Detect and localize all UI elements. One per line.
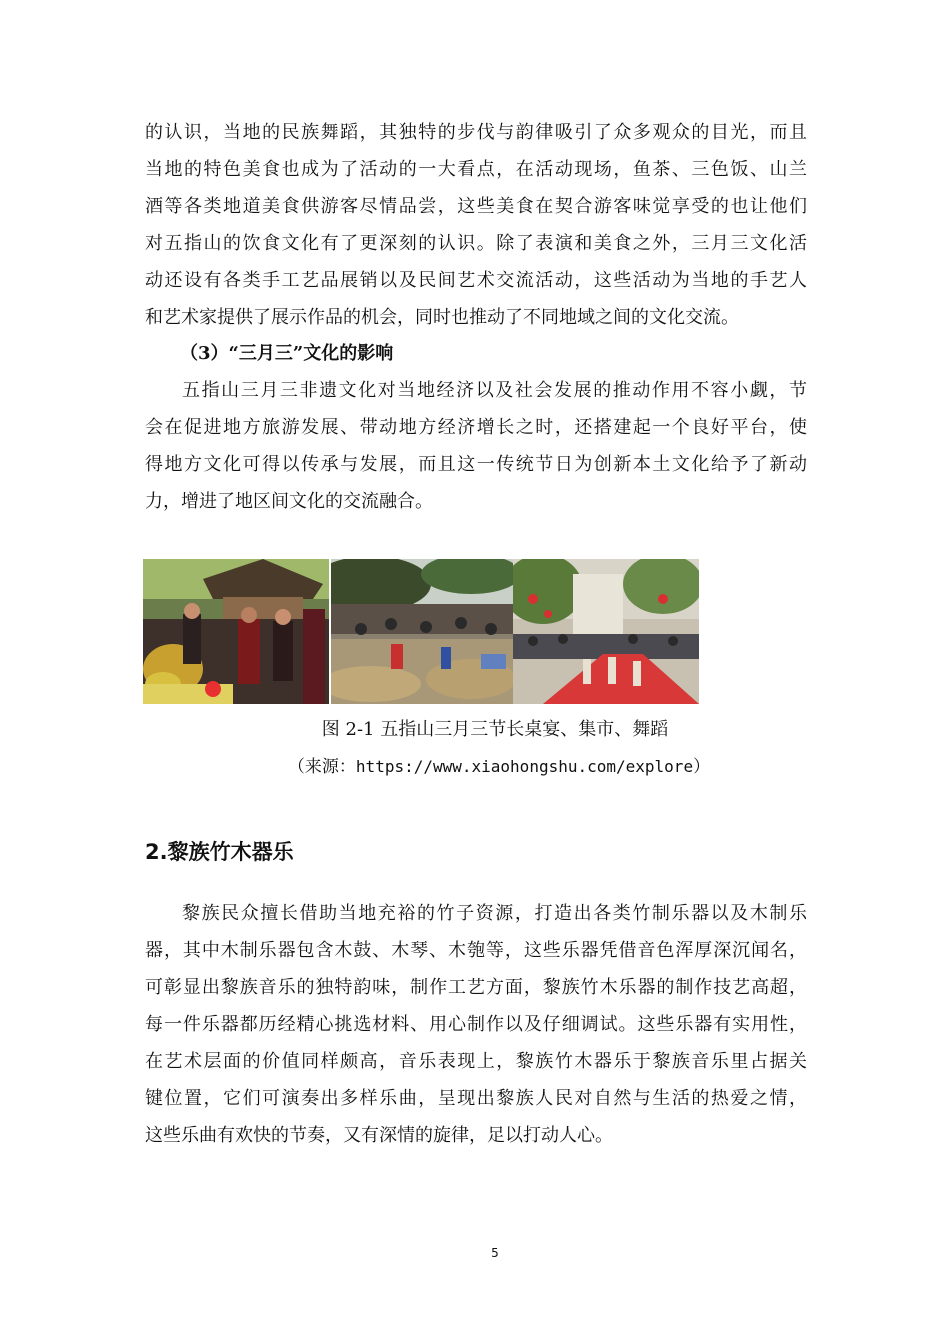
source-prefix: （来源： xyxy=(287,757,356,777)
text-line: 得地方文化可得以传承与发展，而且这一传统节日为创新本土文化给予了新动 xyxy=(145,454,807,475)
text-line: 这些乐曲有欢快的节奏，又有深情的旋律，足以打动人心。 xyxy=(145,1125,613,1146)
figure-caption: 图 2-1 五指山三月三节长桌宴、集市、舞蹈 xyxy=(321,719,669,740)
text-line: 五指山三月三非遗文化对当地经济以及社会发展的推动作用不容小觑，节 xyxy=(182,380,807,401)
text-line: 键位置，它们可演奏出多样乐曲，呈现出黎族人民对自然与生活的热爱之情， xyxy=(145,1088,807,1109)
text-line: 力，增进了地区间文化的交流融合。 xyxy=(145,491,433,512)
photo-long-table-banquet xyxy=(143,559,329,704)
text-line: 当地的特色美食也成为了活动的一大看点，在活动现场，鱼茶、三色饭、山兰 xyxy=(145,159,807,180)
text-line: 酒等各类地道美食供游客尽情品尝，这些美食在契合游客味觉享受的也让他们 xyxy=(145,196,807,217)
text-line: 动还设有各类手工艺品展销以及民间艺术交流活动，这些活动为当地的手艺人 xyxy=(145,270,807,291)
text-line: 器，其中木制乐器包含木鼓、木琴、木匏等，这些乐器凭借音色浑厚深沉闻名， xyxy=(145,940,807,961)
photo-market xyxy=(331,559,513,704)
text-line: 对五指山的饮食文化有了更深刻的认识。除了表演和美食之外，三月三文化活 xyxy=(145,233,807,254)
section-title: 2.黎族竹木器乐 xyxy=(145,840,294,864)
text-line: 在艺术层面的价值同样颇高，音乐表现上，黎族竹木器乐于黎族音乐里占据关 xyxy=(145,1051,807,1072)
page-number: 5 xyxy=(491,1246,499,1260)
text-line: 黎族民众擅长借助当地充裕的竹子资源，打造出各类竹制乐器以及木制乐 xyxy=(182,903,807,924)
source-suffix: ） xyxy=(693,757,711,777)
subheading-impact: （3）“三月三”文化的影响 xyxy=(180,343,394,364)
text-line: 每一件乐器都历经精心挑选材料、用心制作以及仔细调试。这些乐器有实用性， xyxy=(145,1014,807,1035)
text-line: 会在促进地方旅游发展、带动地方经济增长之时，还搭建起一个良好平台，使 xyxy=(145,417,807,438)
photo-dance xyxy=(513,559,699,704)
text-line: 和艺术家提供了展示作品的机会，同时也推动了不同地域之间的文化交流。 xyxy=(145,307,739,328)
text-line: 可彰显出黎族音乐的独特韵味，制作工艺方面，黎族竹木乐器的制作技艺高超， xyxy=(145,977,807,998)
paragraph-festival-activities xyxy=(145,114,807,336)
figure-source xyxy=(0,753,950,781)
source-url: https://www.xiaohongshu.com/explore xyxy=(355,757,694,776)
paragraph-impact xyxy=(145,372,807,520)
figure-photos xyxy=(143,559,699,704)
paragraph-bamboo-instruments xyxy=(145,895,807,1154)
text-line: 的认识，当地的民族舞蹈，其独特的步伐与韵律吸引了众多观众的目光，而且 xyxy=(145,122,807,143)
